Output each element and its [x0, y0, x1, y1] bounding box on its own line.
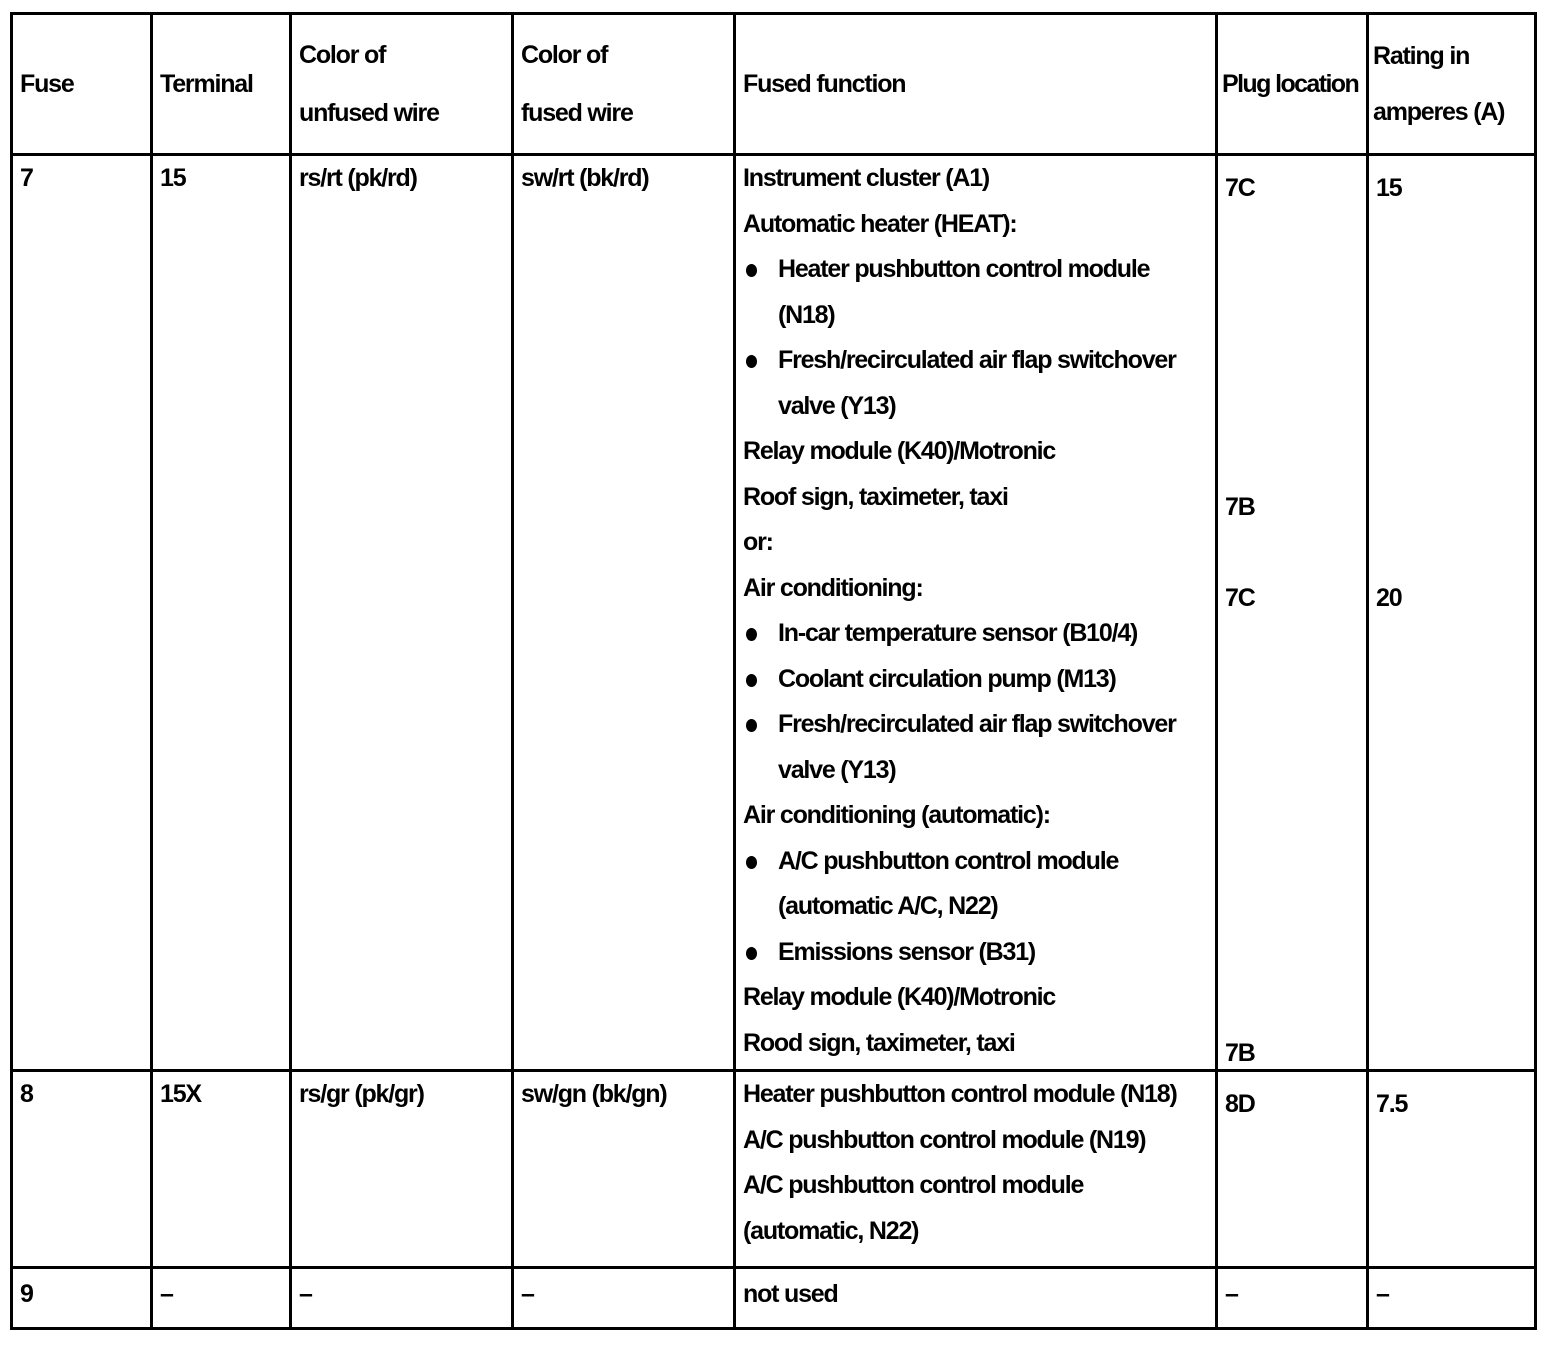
function-bullet-item	[743, 702, 1211, 793]
cell-terminal: –	[152, 1268, 291, 1329]
function-text: Fresh/recirculated air flap switchover valve (Y13)	[778, 710, 1176, 784]
function-item	[743, 429, 1211, 475]
cell-plug-location	[1217, 1071, 1368, 1268]
table-row	[12, 1071, 1536, 1268]
function-text: Rood sign, taximeter, taxi	[743, 1028, 1015, 1057]
cell-fused-wire: –	[513, 1268, 735, 1329]
table-body	[12, 155, 1536, 1329]
cell-plug-location	[1217, 155, 1368, 1071]
function-text: Coolant circulation pump (M13)	[778, 664, 1116, 693]
function-text: A/C pushbutton control module (N19)	[743, 1125, 1146, 1154]
cell-unfused-wire: –	[291, 1268, 513, 1329]
header-row	[12, 14, 1536, 155]
cell-fused-wire: sw/gn (bk/gn)	[513, 1071, 735, 1268]
bullet-icon	[746, 856, 757, 869]
function-text: In-car temperature sensor (B10/4)	[778, 619, 1138, 647]
bullet-icon	[746, 628, 757, 641]
fuse-table	[10, 12, 1537, 1330]
rating-value: 20	[1376, 583, 1402, 612]
function-bullet-item	[743, 657, 1211, 703]
cell-rating	[1368, 1071, 1536, 1268]
cell-terminal: 15X	[152, 1071, 291, 1268]
function-text: Air conditioning (automatic):	[743, 801, 1050, 829]
cell-unfused-wire: rs/gr (pk/gr)	[291, 1071, 513, 1268]
header-fuse: Fuse	[12, 14, 152, 155]
cell-fuse: 9	[12, 1268, 152, 1329]
rating-value: –	[1376, 1280, 1389, 1308]
plug-location-value: 8D	[1225, 1090, 1255, 1118]
cell-plug-location	[1217, 1268, 1368, 1329]
cell-fused-function	[735, 1268, 1217, 1329]
cell-rating	[1368, 1268, 1536, 1329]
bullet-icon	[746, 719, 757, 732]
function-text: Relay module (K40)/Motronic	[743, 983, 1056, 1011]
function-item	[743, 793, 1211, 839]
header-terminal: Terminal	[152, 14, 291, 155]
plug-location-value: –	[1225, 1280, 1238, 1308]
plug-location-value: 7B	[1225, 1038, 1255, 1067]
cell-fuse: 7	[12, 155, 152, 1071]
function-text: Automatic heater (HEAT):	[743, 209, 1017, 238]
function-text: or:	[743, 528, 773, 556]
function-item	[743, 1118, 1211, 1164]
function-text: Roof sign, taximeter, taxi	[743, 482, 1008, 511]
table-row	[12, 155, 1536, 1071]
bullet-icon	[746, 674, 757, 687]
plug-location-value: 7C	[1225, 583, 1255, 612]
function-bullet-item	[743, 930, 1211, 976]
function-item	[743, 1275, 1211, 1313]
function-item	[743, 566, 1211, 612]
plug-location-value: 7B	[1225, 492, 1255, 521]
header-fused-wire-color: Color of fused wire	[513, 14, 735, 155]
rating-value: 7.5	[1376, 1090, 1408, 1118]
function-text: Instrument cluster (A1)	[743, 164, 990, 192]
function-item	[743, 1163, 1211, 1209]
bullet-icon	[746, 355, 757, 368]
table-row	[12, 1268, 1536, 1329]
fuse-table-sheet	[10, 12, 1534, 1330]
cell-fused-function	[735, 1071, 1217, 1268]
function-text: Relay module (K40)/Motronic	[743, 437, 1056, 465]
function-item	[743, 1021, 1211, 1067]
function-item	[743, 1209, 1211, 1255]
function-text: not used	[743, 1280, 838, 1308]
plug-location-value: 7C	[1225, 174, 1255, 202]
function-text: Air conditioning:	[743, 573, 923, 602]
header-unfused-wire-color: Color of unfused wire	[291, 14, 513, 155]
function-text: Heater pushbutton control module (N18)	[778, 255, 1150, 329]
function-item	[743, 520, 1211, 566]
function-text: A/C pushbutton control module (automatic A/C, N22)	[778, 846, 1119, 920]
cell-fuse: 8	[12, 1071, 152, 1268]
bullet-icon	[746, 947, 757, 960]
function-item	[743, 475, 1211, 521]
cell-unfused-wire: rs/rt (pk/rd)	[291, 155, 513, 1071]
cell-rating	[1368, 155, 1536, 1071]
header-fused-function: Fused function	[735, 14, 1217, 155]
header-rating: Rating in amperes (A)	[1368, 14, 1536, 155]
cell-terminal: 15	[152, 155, 291, 1071]
function-text: (automatic, N22)	[743, 1216, 919, 1245]
bullet-icon	[746, 264, 757, 277]
cell-fused-function	[735, 155, 1217, 1071]
function-text: A/C pushbutton control module	[743, 1171, 1084, 1199]
rating-value: 15	[1376, 174, 1402, 202]
function-bullet-item	[743, 611, 1211, 657]
function-bullet-item	[743, 338, 1211, 429]
function-bullet-item	[743, 839, 1211, 930]
header-plug-location: Plug location	[1217, 14, 1368, 155]
function-item	[743, 202, 1211, 248]
function-text: Fresh/recirculated air flap switchover valve (Y13)	[778, 346, 1176, 420]
function-item	[743, 1072, 1211, 1118]
function-item	[743, 975, 1211, 1021]
function-text: Emissions sensor (B31)	[778, 937, 1036, 966]
function-item	[743, 156, 1211, 202]
function-bullet-item	[743, 247, 1211, 338]
cell-fused-wire: sw/rt (bk/rd)	[513, 155, 735, 1071]
function-text: Heater pushbutton control module (N18)	[743, 1080, 1177, 1108]
